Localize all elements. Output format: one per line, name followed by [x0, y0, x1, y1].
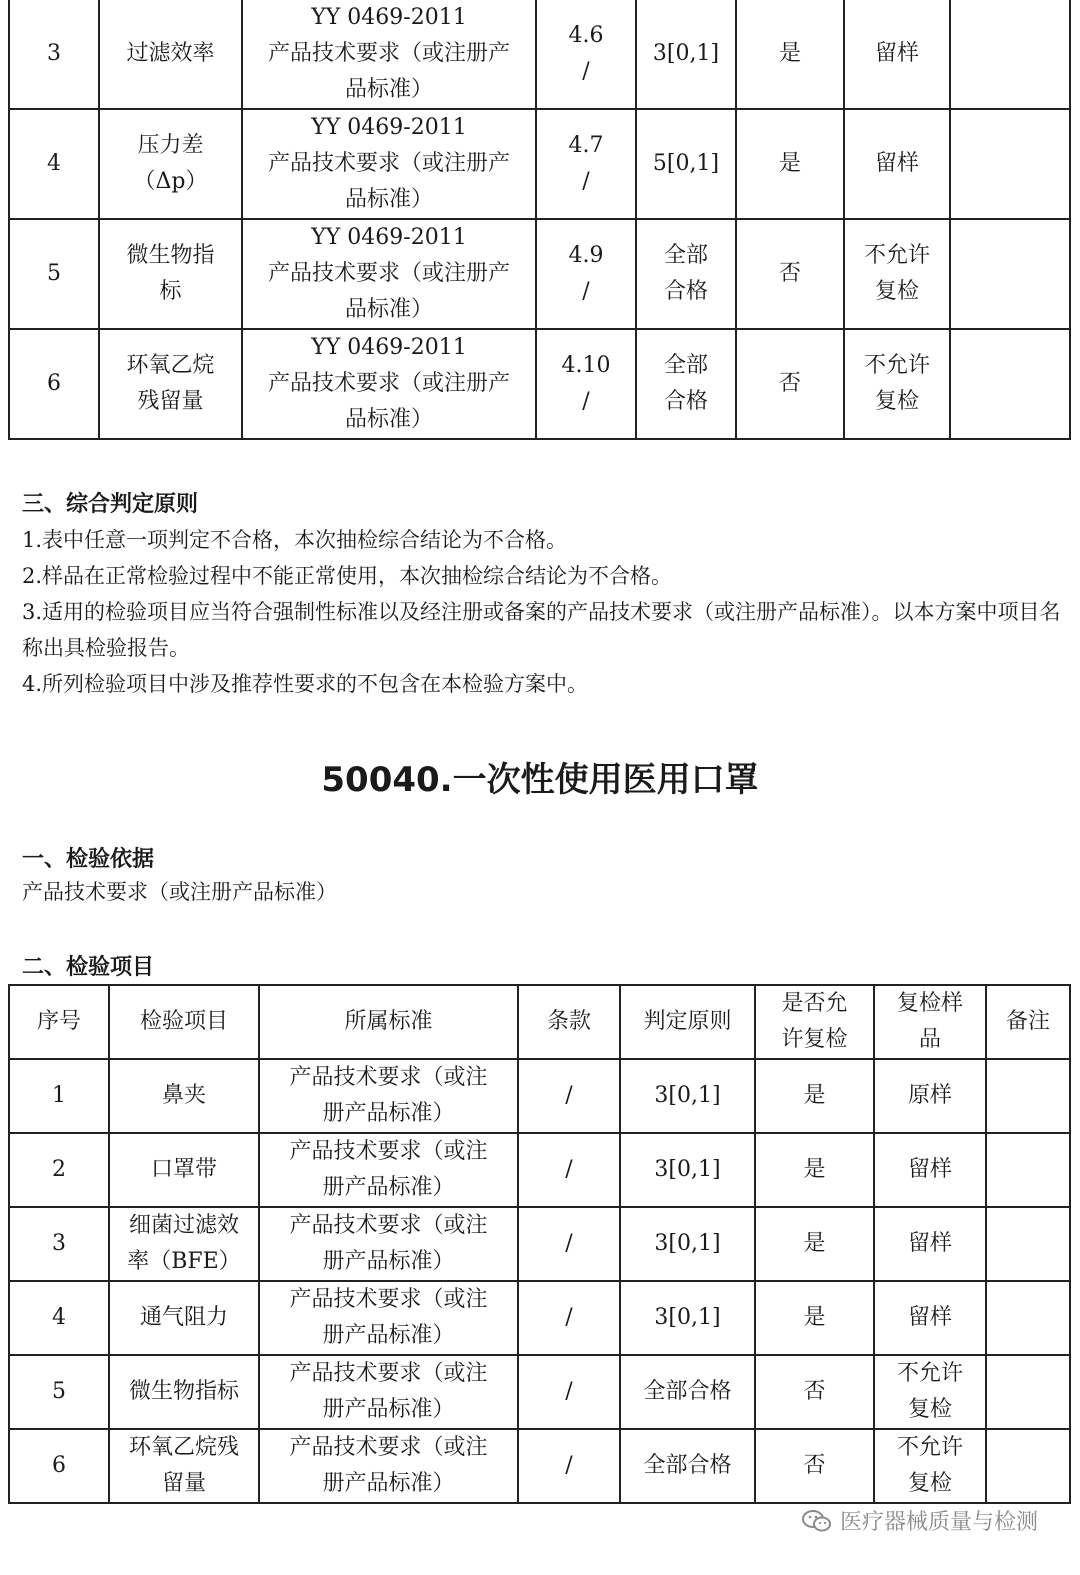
- cell-line: 口罩带: [150, 1157, 217, 1182]
- cell: [99, 0, 242, 109]
- cell-line: 微生物指: [126, 243, 215, 268]
- cell: [950, 329, 1070, 439]
- cell-line: 微生物指标: [128, 1379, 239, 1404]
- cell-line: /: [582, 169, 590, 194]
- cell: /: [518, 1281, 620, 1355]
- cell: [99, 329, 242, 439]
- cell-line: 册产品标准）: [322, 1101, 455, 1126]
- cell: [242, 219, 536, 329]
- table-row: [9, 1355, 1070, 1429]
- column-header: [9, 985, 109, 1059]
- cell: [844, 329, 950, 439]
- cell: 5: [9, 219, 99, 329]
- cell-line: /: [582, 59, 590, 84]
- cell: [874, 1281, 986, 1355]
- cell-line: 复检: [907, 1471, 952, 1496]
- judgement-rules-list: [22, 522, 1062, 702]
- cell: /: [518, 1355, 620, 1429]
- cell-line: 留样: [874, 151, 919, 176]
- cell-line: 过滤效率: [126, 41, 215, 66]
- cell-line: 全部: [663, 243, 708, 268]
- cell-line: 复检: [907, 1397, 952, 1422]
- cell: [259, 1355, 518, 1429]
- cell-line: 条款: [546, 1009, 591, 1034]
- column-header: [874, 985, 986, 1059]
- cell-line: 4.6: [568, 23, 604, 48]
- cell: /: [518, 1133, 620, 1207]
- cell: /: [518, 1207, 620, 1281]
- table-row: [9, 1429, 1070, 1503]
- cell-line: 产品技术要求（或注: [289, 1213, 488, 1238]
- cell: [950, 109, 1070, 219]
- column-header: [755, 985, 874, 1059]
- cell: [99, 109, 242, 219]
- cell-line: /: [582, 279, 590, 304]
- cell-line: /: [582, 389, 590, 414]
- cell-line: 许复检: [781, 1027, 848, 1052]
- cell-line: 序号: [36, 1009, 81, 1034]
- cell: [99, 219, 242, 329]
- cell: [844, 109, 950, 219]
- table-row: [9, 1133, 1070, 1207]
- cell-line: （Δp）: [133, 169, 208, 194]
- list-item: 2.样品在正常检验过程中不能正常使用，本次抽检综合结论为不合格。: [22, 564, 673, 588]
- table-row: [9, 0, 1070, 109]
- cell: [259, 1133, 518, 1207]
- cell-line: 细菌过滤效: [128, 1213, 239, 1238]
- cell: 3[0,1]: [620, 1059, 755, 1133]
- cell: 否: [736, 329, 844, 439]
- cell: [259, 1281, 518, 1355]
- cell: 全部合格: [620, 1429, 755, 1503]
- cell-line: 所属标准: [344, 1009, 433, 1034]
- cell-line: 压力差: [137, 133, 204, 158]
- cell-line: 留样: [874, 41, 919, 66]
- cell-line: 留样: [907, 1305, 952, 1330]
- cell: 5: [9, 1355, 109, 1429]
- cell-line: 是否允: [781, 991, 848, 1016]
- cell: [536, 329, 636, 439]
- cell-line: 复检样: [896, 991, 963, 1016]
- cell-line: 品: [918, 1027, 941, 1052]
- cell-line: 4.7: [568, 133, 604, 158]
- cell-line: YY 0469-2011: [311, 225, 467, 250]
- cell-line: 产品技术要求（或注: [289, 1361, 488, 1386]
- cell-line: 产品技术要求（或注: [289, 1065, 488, 1090]
- cell: [259, 1059, 518, 1133]
- section1-heading: 一、检验依据: [22, 847, 155, 872]
- cell: 是: [755, 1133, 874, 1207]
- cell: [874, 1355, 986, 1429]
- column-header: [620, 985, 755, 1059]
- table-row: [9, 109, 1070, 219]
- cell-line: 品标准）: [344, 187, 433, 212]
- cell: [844, 0, 950, 109]
- cell: 3[0,1]: [620, 1281, 755, 1355]
- cell: [109, 1281, 259, 1355]
- cell: [536, 109, 636, 219]
- cell: [242, 329, 536, 439]
- cell: [844, 219, 950, 329]
- cell: [636, 109, 736, 219]
- cell: [109, 1355, 259, 1429]
- cell: [950, 219, 1070, 329]
- cell: 4: [9, 109, 99, 219]
- cell: [986, 1207, 1070, 1281]
- cell-line: 不允许: [863, 353, 930, 378]
- cell-line: 合格: [663, 279, 708, 304]
- cell: [536, 219, 636, 329]
- cell: 3: [9, 0, 99, 109]
- cell: [259, 1429, 518, 1503]
- cell: 是: [755, 1207, 874, 1281]
- cell-line: YY 0469-2011: [311, 115, 467, 140]
- cell: [874, 1207, 986, 1281]
- cell-line: 3[0,1]: [652, 41, 720, 66]
- cell-line: 册产品标准）: [322, 1323, 455, 1348]
- cell-line: 检验项目: [139, 1009, 228, 1034]
- column-header: [259, 985, 518, 1059]
- cell-line: 册产品标准）: [322, 1175, 455, 1200]
- cell-line: 产品技术要求（或注: [289, 1287, 488, 1312]
- cell-line: 产品技术要求（或注册产: [267, 41, 510, 66]
- watermark: [802, 1505, 1038, 1536]
- cell: 是: [755, 1281, 874, 1355]
- cell: 2: [9, 1133, 109, 1207]
- cell: 否: [755, 1355, 874, 1429]
- list-item: 4.所列检验项目中涉及推荐性要求的不包含在本检验方案中。: [22, 672, 589, 696]
- cell: 1: [9, 1059, 109, 1133]
- cell-line: 残留量: [137, 389, 204, 414]
- cell-line: 原样: [907, 1083, 952, 1108]
- cell-line: 4.9: [568, 243, 604, 268]
- cell: 3: [9, 1207, 109, 1281]
- list-item: 3.适用的检验项目应当符合强制性标准以及经注册或备案的产品技术要求（或注册产品标准）。以本方案中项目名称出具检验报告。: [22, 600, 1061, 660]
- cell: [950, 0, 1070, 109]
- cell-line: 全部: [663, 353, 708, 378]
- cell-line: 留样: [907, 1231, 952, 1256]
- cell-line: 不允许: [863, 243, 930, 268]
- cell: /: [518, 1059, 620, 1133]
- table-row: [9, 1281, 1070, 1355]
- cell: 是: [736, 0, 844, 109]
- cell: 否: [736, 219, 844, 329]
- cell-line: YY 0469-2011: [311, 5, 467, 30]
- cell-line: 产品技术要求（或注: [289, 1139, 488, 1164]
- table-row: [9, 1207, 1070, 1281]
- cell: [536, 0, 636, 109]
- cell-line: 5[0,1]: [652, 151, 720, 176]
- cell-line: 4.10: [561, 353, 611, 378]
- cell: /: [518, 1429, 620, 1503]
- cell-line: 产品技术要求（或注册产: [267, 371, 510, 396]
- cell-line: 册产品标准）: [322, 1397, 455, 1422]
- section2-heading: 二、检验项目: [22, 955, 155, 980]
- cell: [986, 1133, 1070, 1207]
- cell: [109, 1133, 259, 1207]
- cell-line: 留样: [907, 1157, 952, 1182]
- cell-line: 册产品标准）: [322, 1471, 455, 1496]
- cell: [986, 1059, 1070, 1133]
- cell-line: YY 0469-2011: [311, 335, 467, 360]
- cell: 3[0,1]: [620, 1133, 755, 1207]
- cell: 是: [755, 1059, 874, 1133]
- cell: [874, 1429, 986, 1503]
- cell-line: 复检: [874, 279, 919, 304]
- table-row: [9, 1059, 1070, 1133]
- table-row: [9, 329, 1070, 439]
- top-inspection-table: [8, 0, 1071, 440]
- cell: [636, 219, 736, 329]
- column-header: [518, 985, 620, 1059]
- cell: [874, 1133, 986, 1207]
- cell: [259, 1207, 518, 1281]
- bottom-inspection-table: [8, 984, 1071, 1504]
- list-item: 1.表中任意一项判定不合格，本次抽检综合结论为不合格。: [22, 528, 568, 552]
- cell: 否: [755, 1429, 874, 1503]
- cell-line: 标: [159, 279, 182, 304]
- cell: [242, 109, 536, 219]
- column-header: [109, 985, 259, 1059]
- cell-line: 不允许: [896, 1435, 963, 1460]
- cell-line: 不允许: [896, 1361, 963, 1386]
- cell-line: 率（BFE）: [127, 1249, 241, 1274]
- cell-line: 鼻夹: [161, 1083, 206, 1108]
- section3-heading: 三、综合判定原则: [22, 492, 199, 517]
- cell: [636, 0, 736, 109]
- wechat-icon: [802, 1509, 832, 1533]
- table-header-row: [9, 985, 1070, 1059]
- cell: [636, 329, 736, 439]
- section1-text: 产品技术要求（或注册产品标准）: [22, 880, 337, 904]
- cell-line: 册产品标准）: [322, 1249, 455, 1274]
- cell: [109, 1059, 259, 1133]
- cell: 6: [9, 329, 99, 439]
- cell: 6: [9, 1429, 109, 1503]
- cell-line: 通气阻力: [139, 1305, 228, 1330]
- cell-line: 环氧乙烷: [126, 353, 215, 378]
- cell-line: 产品技术要求（或注册产: [267, 261, 510, 286]
- cell-line: 备注: [1005, 1009, 1050, 1034]
- cell-line: 判定原则: [643, 1009, 732, 1034]
- cell: 4: [9, 1281, 109, 1355]
- cell: 3[0,1]: [620, 1207, 755, 1281]
- cell-line: 合格: [663, 389, 708, 414]
- cell: [986, 1429, 1070, 1503]
- cell: [242, 0, 536, 109]
- cell-line: 留量: [161, 1471, 206, 1496]
- cell-line: 复检: [874, 389, 919, 414]
- column-header: [986, 985, 1070, 1059]
- cell-line: 品标准）: [344, 407, 433, 432]
- cell: 是: [736, 109, 844, 219]
- cell: [109, 1207, 259, 1281]
- cell-line: 品标准）: [344, 77, 433, 102]
- cell: [986, 1355, 1070, 1429]
- cell-line: 品标准）: [344, 297, 433, 322]
- cell-line: 环氧乙烷残: [128, 1435, 239, 1460]
- cell: [109, 1429, 259, 1503]
- cell-line: 产品技术要求（或注: [289, 1435, 488, 1460]
- cell: [874, 1059, 986, 1133]
- cell: [986, 1281, 1070, 1355]
- cell: 全部合格: [620, 1355, 755, 1429]
- watermark-text: 医疗器械质量与检测: [839, 1510, 1038, 1535]
- doc-title: 50040.一次性使用医用口罩: [321, 760, 759, 800]
- cell-line: 产品技术要求（或注册产: [267, 151, 510, 176]
- table-row: [9, 219, 1070, 329]
